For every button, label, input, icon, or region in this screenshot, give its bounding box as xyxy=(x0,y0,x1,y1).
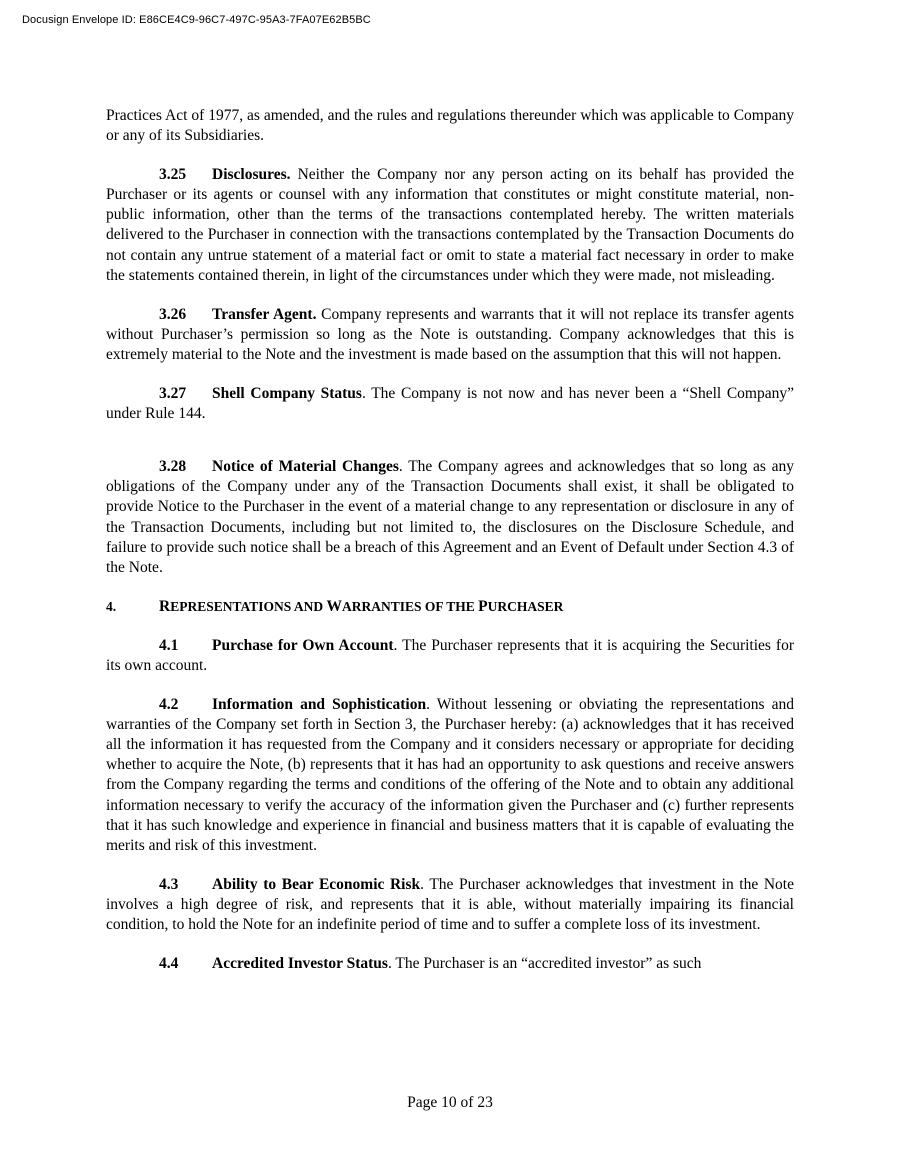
document-body xyxy=(106,106,794,993)
section-3-25 xyxy=(106,165,794,286)
section-text: Company represents and warrants that it will not replace its transfer agents without Purchaser’s permission so long as the Note is outstanding. Company acknowledges that this is extremely material to the Note and the investment is made based on the assumption that this will not happen. xyxy=(106,305,794,363)
section-number: 3.28 xyxy=(159,458,187,476)
section-heading: Transfer Agent. xyxy=(212,305,317,323)
envelope-id: Docusign Envelope ID: E86CE4C9-96C7-497C-95A3-7FA07E62B5BC xyxy=(22,14,371,26)
section-text: Neither the Company nor any person acting on its behalf has provided the Purchaser or its agents or counsel with any information that constitutes or might constitute material, non-public information, other than the terms of the transactions contemplated hereby. The written materials delivered to the Purchaser in connection with the transactions contemplated by the Transaction Documents do not contain any untrue statement of a material fact or omit to state a material fact necessary in order to make the statements contained therein, in light of the circumstances under which they were made, not misleading. xyxy=(106,166,794,284)
section-4-2 xyxy=(106,695,794,856)
section-text: . Without lessening or obviating the representations and warranties of the Company set forth in Section 3, the Purchaser hereby: (a) acknowledges that it has received all the information it has requested from the Company and it considers necessary or appropriate for deciding whether to acquire the Note, (b) represents that it has had an opportunity to ask questions and receive answers from the Company regarding the terms and conditions of the offering of the Note and to obtain any additional information necessary to verify the accuracy of the information given the Purchaser and (c) further represents that it has such knowledge and experience in financial and business matters that it is capable of evaluating the merits and risk of this investment. xyxy=(106,696,795,854)
section-number: 3.25 xyxy=(159,166,187,184)
section-text: . The Purchaser acknowledges that investment in the Note involves a high degree of risk, and represents that it is able, without materially impairing its financial condition, to hold the Note for an indefinite period of time and to suffer a complete loss of its investment. xyxy=(106,875,794,933)
section-4-heading: 4. REPRESENTATIONS AND WARRANTIES OF THE PURCHASER xyxy=(106,597,794,617)
page-number: Page 10 of 23 xyxy=(407,1094,493,1111)
section-heading: Notice of Material Changes xyxy=(212,458,399,476)
section-heading: Purchase for Own Account xyxy=(212,636,394,654)
section-3-27 xyxy=(106,384,794,424)
section-text: . The Company is not now and has never been a “Shell Company” under Rule 144. xyxy=(106,385,794,423)
section-3-26 xyxy=(106,305,794,365)
section-number: 4. xyxy=(106,598,117,614)
section-3-28 xyxy=(106,457,794,578)
section-number: 4.1 xyxy=(159,636,179,654)
section-number: 4.4 xyxy=(159,955,179,973)
intro-paragraph: Practices Act of 1977, as amended, and the rules and regulations thereunder which was applicable to Company or any of its Subsidiaries. xyxy=(106,107,794,145)
section-heading: Accredited Investor Status xyxy=(212,955,388,973)
section-text: . The Purchaser is an “accredited investor” as such xyxy=(387,955,702,973)
section-4-1 xyxy=(106,636,794,676)
section-heading: Ability to Bear Economic Risk xyxy=(212,875,421,893)
section-text: . The Company agrees and acknowledges that so long as any obligations of the Company under any of the Transaction Documents shall exist, it shall be obligated to provide Notice to the Purchaser in the event of a material change to any representation or disclosure in any of the Transaction Documents, including but not limited to, the disclosures on the Disclosure Schedule, and failure to provide such notice shall be a breach of this Agreement and an Event of Default under Section 4.3 of the Note. xyxy=(106,458,794,576)
section-4-3 xyxy=(106,875,794,935)
section-heading: Disclosures. xyxy=(212,166,291,184)
section-heading: Information and Sophistication xyxy=(212,696,427,714)
section-number: 3.27 xyxy=(159,385,187,403)
section-number: 4.3 xyxy=(159,875,179,893)
section-4-4 xyxy=(106,954,794,974)
section-number: 3.26 xyxy=(159,305,187,323)
section-text: . The Purchaser represents that it is acquiring the Securities for its own account. xyxy=(106,636,795,674)
section-number: 4.2 xyxy=(159,696,179,714)
section-heading: Shell Company Status xyxy=(212,385,362,403)
